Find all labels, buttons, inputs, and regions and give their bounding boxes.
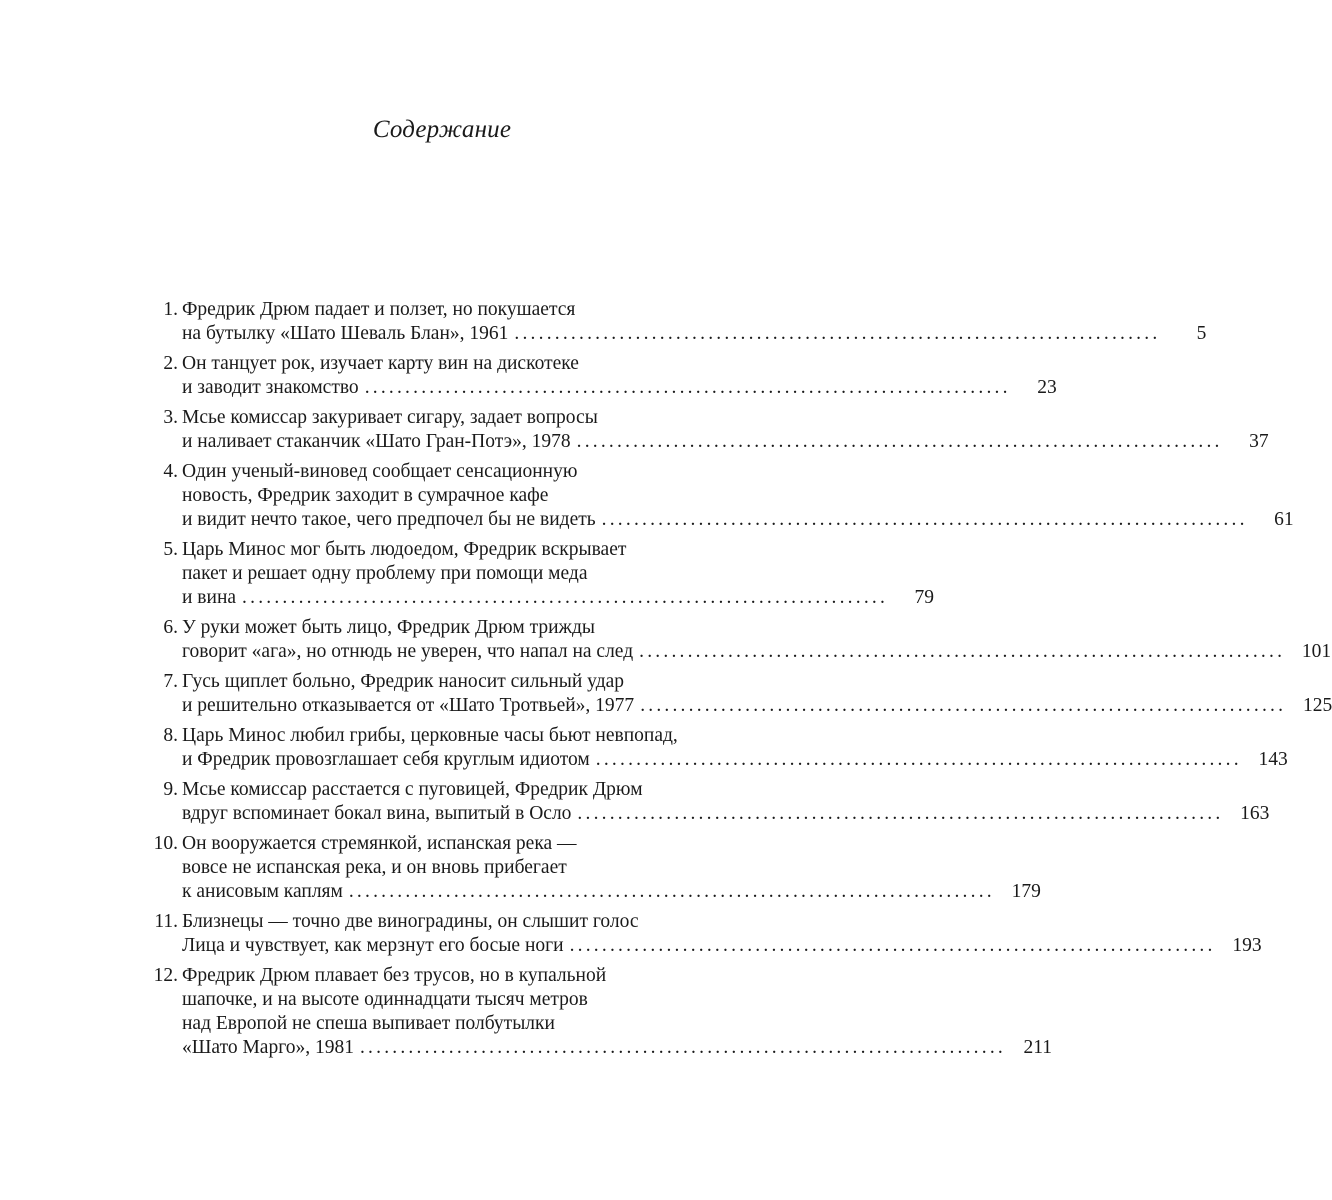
toc-entry-body [182, 406, 1269, 454]
toc-entry-body [182, 724, 1288, 772]
toc-entry-line: шапочке, и на высоте одиннадцати тысяч метров [182, 989, 588, 1010]
toc-entry-last-line [182, 430, 1269, 454]
toc-entry-line: говорит «ага», но отнюдь не уверен, что напал на след [182, 641, 634, 662]
toc-entry-line: и видит нечто такое, чего предпочел бы не видеть [182, 509, 596, 530]
toc-entry[interactable] [150, 964, 1052, 1060]
toc-entry-line: и решительно отказывается от «Шато Тротвьей», 1977 [182, 695, 635, 716]
dot-leader: ................................................................................ [577, 803, 1224, 824]
page-title: Содержание [372, 116, 512, 143]
toc-entry-last-line [182, 748, 1288, 772]
page-number: 193 [1232, 935, 1262, 956]
toc-entry[interactable] [150, 406, 1269, 454]
dot-leader: ................................................................................ [514, 323, 1161, 344]
toc-entry-body [182, 832, 1041, 904]
toc-entry-line: Лица и чувствует, как мерзнут его босые ноги [182, 935, 564, 956]
toc-entry[interactable] [150, 778, 1270, 826]
toc-entry[interactable] [150, 910, 1262, 958]
toc-entry-body [182, 460, 1294, 532]
toc-entry-body [182, 298, 1206, 346]
dot-leader: ................................................................................ [639, 641, 1286, 662]
toc-entry-line: вовсе не испанская река, и он вновь прибегает [182, 857, 567, 878]
page-number: 143 [1258, 749, 1288, 770]
toc-entry-last-line [182, 322, 1206, 346]
toc-entry-line: Близнецы — точно две виноградины, он слышит голос [182, 911, 639, 932]
toc-entry-number: 3. [163, 407, 178, 428]
toc-entry-line: Фредрик Дрюм плавает без трусов, но в купальной [182, 965, 607, 986]
toc-entry-line: Он танцует рок, изучает карту вин на дискотеке [182, 353, 579, 374]
toc-entry-line: и заводит знакомство [182, 377, 359, 398]
dot-leader: ................................................................................ [364, 377, 1011, 398]
toc-entry-last-line [182, 376, 1057, 400]
toc-entry-line: над Европой не спеша выпивает полбутылки [182, 1013, 555, 1034]
toc-entry-number: 4. [163, 461, 178, 482]
toc-entry-line: Один ученый-виновед сообщает сенсационную [182, 461, 578, 482]
toc-entry[interactable] [150, 670, 1332, 718]
toc-entry-last-line [182, 586, 934, 610]
page-number: 101 [1301, 641, 1332, 662]
toc-entry[interactable] [150, 538, 935, 610]
toc-entry-line: У руки может быть лицо, Фредрик Дрюм трижды [182, 617, 596, 638]
toc-entry-body [182, 352, 1057, 400]
toc-entry-line: Царь Минос любил грибы, церковные часы бьют невпопад, [182, 725, 678, 746]
toc-entry-body [182, 910, 1262, 958]
page-number: 5 [1196, 323, 1207, 344]
toc-entry-number: 11. [154, 911, 178, 932]
toc-entry-last-line [182, 1036, 1052, 1060]
dot-leader: ................................................................................ [595, 749, 1242, 770]
toc-entry-line: Гусь щиплет больно, Фредрик наносит сильный удар [182, 671, 625, 692]
toc-entry-last-line [182, 934, 1262, 958]
page-number: 23 [1037, 377, 1057, 398]
page-number: 79 [914, 587, 935, 608]
toc-entry[interactable] [150, 460, 1294, 532]
page-number: 125 [1302, 695, 1332, 716]
toc-entry-body [182, 670, 1332, 718]
toc-entry-line: Мсье комиссар расстается с пуговицей, Фредрик Дрюм [182, 779, 643, 800]
page-number: 211 [1023, 1037, 1052, 1058]
toc-entry-body [182, 538, 934, 610]
toc-entry-line: Мсье комиссар закуривает сигару, задает вопросы [182, 407, 598, 428]
toc-entry-line: на бутылку «Шато Шеваль Блан», 1961 [182, 323, 509, 344]
toc-entry-last-line [182, 508, 1294, 532]
toc-entry-line: «Шато Марго», 1981 [182, 1037, 354, 1058]
toc-entry-last-line [182, 694, 1332, 718]
toc-entry[interactable] [150, 298, 1207, 346]
toc-entry-last-line [182, 802, 1269, 826]
toc-entry-number: 7. [163, 671, 178, 692]
toc-entry-number: 9. [163, 779, 178, 800]
page-number: 37 [1249, 431, 1269, 452]
toc-entry-number: 6. [163, 617, 178, 638]
toc-entry-number: 8. [163, 725, 178, 746]
page-number: 163 [1240, 803, 1270, 824]
dot-leader: ................................................................................ [601, 509, 1248, 530]
dot-leader: ................................................................................ [348, 881, 995, 902]
toc-entry-line: Фредрик Дрюм падает и ползет, но покушается [182, 299, 576, 320]
toc-entry-number: 2. [163, 353, 178, 374]
toc-entry-line: пакет и решает одну проблему при помощи меда [182, 563, 588, 584]
toc-entry-body [182, 964, 1052, 1060]
toc-entry-line: и вина [182, 587, 237, 608]
toc-entry-line: Царь Минос мог быть людоедом, Фредрик вскрывает [182, 539, 627, 560]
toc-entry-number: 5. [163, 539, 178, 560]
page-number: 61 [1274, 509, 1294, 530]
dot-leader: ................................................................................ [640, 695, 1287, 716]
toc-entry[interactable] [150, 616, 1332, 664]
toc-entry-number: 12. [153, 965, 178, 986]
toc-entry-number: 10. [153, 833, 178, 854]
dot-leader: ................................................................................ [242, 587, 889, 608]
toc-entry[interactable] [150, 832, 1041, 904]
toc-entry-body [182, 616, 1331, 664]
dot-leader: ................................................................................ [576, 431, 1223, 452]
toc-entry-last-line [182, 880, 1041, 904]
page-number: 179 [1011, 881, 1041, 902]
toc-entry-body [182, 778, 1269, 826]
toc-entry-line: и Фредрик провозглашает себя круглым идиотом [182, 749, 590, 770]
toc-entry[interactable] [150, 724, 1288, 772]
toc-entry-line: новость, Фредрик заходит в сумрачное кафе [182, 485, 549, 506]
toc-entry-last-line [182, 640, 1331, 664]
toc-entry-number: 1. [163, 299, 178, 320]
toc-entry-line: к анисовым каплям [182, 881, 343, 902]
toc-entry[interactable] [150, 352, 1057, 400]
dot-leader: ................................................................................ [359, 1037, 1006, 1058]
dot-leader: ................................................................................ [569, 935, 1216, 956]
table-of-contents [150, 298, 1332, 1066]
toc-entry-line: Он вооружается стремянкой, испанская река — [182, 833, 577, 854]
toc-entry-line: вдруг вспоминает бокал вина, выпитый в Осло [182, 803, 572, 824]
toc-entry-line: и наливает стаканчик «Шато Гран-Потэ», 1978 [182, 431, 571, 452]
